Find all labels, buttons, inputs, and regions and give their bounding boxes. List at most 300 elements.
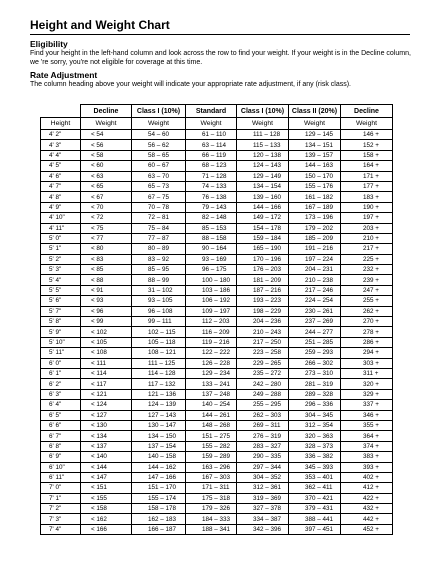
subheader-cell: Height — [41, 118, 81, 130]
subheader-cell: Weight — [81, 118, 132, 130]
class-ii-cell: 217 – 246 — [289, 285, 341, 295]
class-ii-cell: 328 – 373 — [289, 441, 341, 451]
decline-low-cell: < 121 — [81, 389, 132, 399]
standard-cell: 112 – 203 — [186, 317, 237, 327]
class-ii-cell: 397 – 451 — [289, 524, 341, 534]
class-i-high-cell: 210 – 243 — [237, 327, 289, 337]
table-row — [41, 358, 393, 368]
height-cell: 4' 5" — [41, 161, 81, 171]
eligibility-heading: Eligibility — [30, 39, 68, 49]
class-i-low-cell: 80 – 89 — [132, 244, 186, 254]
column-header: Class I (10%) — [237, 105, 289, 118]
standard-cell: 151 – 275 — [186, 431, 237, 441]
page-title: Height and Weight Chart — [30, 18, 170, 32]
class-i-low-cell: 65 – 73 — [132, 181, 186, 191]
decline-high-cell: 171 + — [341, 171, 393, 181]
decline-high-cell: 383 + — [341, 452, 393, 462]
height-cell: 4' 3" — [41, 140, 81, 150]
class-i-high-cell: 229 – 265 — [237, 358, 289, 368]
class-ii-cell: 150 – 170 — [289, 171, 341, 181]
table-row — [41, 410, 393, 420]
decline-high-cell: 210 + — [341, 233, 393, 243]
decline-low-cell: < 151 — [81, 483, 132, 493]
class-ii-cell: 273 – 310 — [289, 368, 341, 378]
table-row — [41, 452, 393, 462]
class-ii-cell: 296 – 336 — [289, 400, 341, 410]
decline-low-cell: < 144 — [81, 462, 132, 472]
class-i-low-cell: 166 – 187 — [132, 524, 186, 534]
subheader-cell: Weight — [132, 118, 186, 130]
height-cell: 5' 0" — [41, 233, 81, 243]
class-i-low-cell: 93 – 105 — [132, 296, 186, 306]
class-i-low-cell: 137 – 154 — [132, 441, 186, 451]
decline-low-cell: < 67 — [81, 192, 132, 202]
table-row — [41, 431, 393, 441]
decline-high-cell: 164 + — [341, 161, 393, 171]
standard-cell: 119 – 216 — [186, 337, 237, 347]
table-row — [41, 150, 393, 160]
decline-low-cell: < 102 — [81, 327, 132, 337]
decline-low-cell: < 75 — [81, 223, 132, 233]
class-ii-cell: 224 – 254 — [289, 296, 341, 306]
height-cell: 4' 6" — [41, 171, 81, 181]
table-row — [41, 275, 393, 285]
class-i-high-cell: 255 – 295 — [237, 400, 289, 410]
standard-cell: 74 – 133 — [186, 181, 237, 191]
standard-cell: 133 – 241 — [186, 379, 237, 389]
table-row — [41, 368, 393, 378]
decline-low-cell: < 63 — [81, 171, 132, 181]
decline-low-cell: < 111 — [81, 358, 132, 368]
decline-high-cell: 247 + — [341, 285, 393, 295]
standard-cell: 137 – 248 — [186, 389, 237, 399]
table-row — [41, 389, 393, 399]
class-ii-cell: 129 – 145 — [289, 130, 341, 140]
class-i-high-cell: 149 – 172 — [237, 213, 289, 223]
height-weight-table — [40, 104, 393, 535]
class-ii-cell: 345 – 393 — [289, 462, 341, 472]
column-header: Decline — [81, 105, 132, 118]
class-i-low-cell: 162 – 183 — [132, 514, 186, 524]
subheader-cell: Weight — [186, 118, 237, 130]
decline-high-cell: 402 + — [341, 472, 393, 482]
decline-high-cell: 412 + — [341, 483, 393, 493]
height-cell: 5' 4" — [41, 275, 81, 285]
class-i-low-cell: 130 – 147 — [132, 420, 186, 430]
table-row — [41, 514, 393, 524]
class-i-high-cell: 276 – 319 — [237, 431, 289, 441]
height-cell: 5' 6" — [41, 296, 81, 306]
height-cell: 4' 9" — [41, 202, 81, 212]
table-row — [41, 441, 393, 451]
decline-high-cell: 270 + — [341, 317, 393, 327]
height-cell: 7' 0" — [41, 483, 81, 493]
class-i-high-cell: 283 – 327 — [237, 441, 289, 451]
standard-cell: 106 – 192 — [186, 296, 237, 306]
title-divider — [30, 34, 410, 35]
table-row — [41, 306, 393, 316]
class-i-low-cell: 56 – 62 — [132, 140, 186, 150]
class-i-low-cell: 85 – 95 — [132, 265, 186, 275]
decline-high-cell: 452 + — [341, 524, 393, 534]
decline-low-cell: < 91 — [81, 285, 132, 295]
height-cell: 4' 2" — [41, 130, 81, 140]
height-cell: 6' 5" — [41, 410, 81, 420]
standard-cell: 96 – 175 — [186, 265, 237, 275]
standard-cell: 88 – 158 — [186, 233, 237, 243]
height-cell: 5' 1" — [41, 244, 81, 254]
decline-high-cell: 337 + — [341, 400, 393, 410]
height-cell: 6' 1" — [41, 368, 81, 378]
decline-low-cell: < 77 — [81, 233, 132, 243]
height-cell: 6' 9" — [41, 452, 81, 462]
standard-cell: 109 – 197 — [186, 306, 237, 316]
standard-cell: 103 – 186 — [186, 285, 237, 295]
decline-high-cell: 232 + — [341, 265, 393, 275]
decline-low-cell: < 155 — [81, 493, 132, 503]
decline-high-cell: 197 + — [341, 213, 393, 223]
standard-cell: 93 – 169 — [186, 254, 237, 264]
column-header: Standard — [186, 105, 237, 118]
decline-high-cell: 239 + — [341, 275, 393, 285]
table-row — [41, 337, 393, 347]
standard-cell: 122 – 222 — [186, 348, 237, 358]
class-i-high-cell: 269 – 311 — [237, 420, 289, 430]
subheader-cell: Weight — [237, 118, 289, 130]
table-row — [41, 192, 393, 202]
class-ii-cell: 191 – 216 — [289, 244, 341, 254]
table-row — [41, 296, 393, 306]
height-cell: 5' 9" — [41, 327, 81, 337]
decline-low-cell: < 85 — [81, 265, 132, 275]
class-ii-cell: 312 – 354 — [289, 420, 341, 430]
height-cell: 7' 4" — [41, 524, 81, 534]
class-i-high-cell: 154 – 178 — [237, 223, 289, 233]
class-ii-cell: 370 – 421 — [289, 493, 341, 503]
table-row — [41, 317, 393, 327]
decline-high-cell: 146 + — [341, 130, 393, 140]
decline-low-cell: < 83 — [81, 254, 132, 264]
decline-high-cell: 255 + — [341, 296, 393, 306]
subheader-cell: Weight — [341, 118, 393, 130]
class-i-low-cell: 75 – 84 — [132, 223, 186, 233]
standard-cell: 100 – 180 — [186, 275, 237, 285]
standard-cell: 126 – 228 — [186, 358, 237, 368]
class-i-high-cell: 342 – 396 — [237, 524, 289, 534]
standard-cell: 171 – 311 — [186, 483, 237, 493]
standard-cell: 179 – 326 — [186, 504, 237, 514]
table-row — [41, 493, 393, 503]
class-i-high-cell: 223 – 258 — [237, 348, 289, 358]
standard-cell: 144 – 261 — [186, 410, 237, 420]
class-i-high-cell: 235 – 272 — [237, 368, 289, 378]
standard-cell: 66 – 119 — [186, 150, 237, 160]
decline-high-cell: 422 + — [341, 493, 393, 503]
eligibility-text: Find your height in the left-hand column and look across the row to find your weight. If your weight is in the Decline column, we 're sorry, you're not eligible for coverage at this time. — [30, 50, 411, 66]
class-i-high-cell: 111 – 128 — [237, 130, 289, 140]
standard-cell: 167 – 303 — [186, 472, 237, 482]
class-ii-cell: 230 – 261 — [289, 306, 341, 316]
decline-high-cell: 203 + — [341, 223, 393, 233]
standard-cell: 175 – 318 — [186, 493, 237, 503]
class-i-high-cell: 304 – 352 — [237, 472, 289, 482]
class-i-high-cell: 115 – 133 — [237, 140, 289, 150]
decline-low-cell: < 60 — [81, 161, 132, 171]
class-ii-cell: 204 – 231 — [289, 265, 341, 275]
class-i-low-cell: 134 – 150 — [132, 431, 186, 441]
decline-low-cell: < 93 — [81, 296, 132, 306]
standard-cell: 129 – 234 — [186, 368, 237, 378]
height-cell: 7' 1" — [41, 493, 81, 503]
class-i-high-cell: 176 – 203 — [237, 265, 289, 275]
height-cell: 6' 8" — [41, 441, 81, 451]
table-row — [41, 161, 393, 171]
class-i-low-cell: 83 – 92 — [132, 254, 186, 264]
table-row — [41, 244, 393, 254]
rate-adjustment-text: The column heading above your weight will indicate your appropriate rate adjustment, if any (risk class). — [30, 81, 351, 88]
class-ii-cell: 362 – 411 — [289, 483, 341, 493]
table-row — [41, 140, 393, 150]
class-i-low-cell: 114 – 128 — [132, 368, 186, 378]
decline-high-cell: 278 + — [341, 327, 393, 337]
class-i-high-cell: 249 – 288 — [237, 389, 289, 399]
decline-low-cell: < 70 — [81, 202, 132, 212]
table-row — [41, 213, 393, 223]
height-cell: 7' 3" — [41, 514, 81, 524]
class-ii-cell: 251 – 285 — [289, 337, 341, 347]
height-cell: 6' 4" — [41, 400, 81, 410]
height-cell: 5' 3" — [41, 265, 81, 275]
decline-high-cell: 364 + — [341, 431, 393, 441]
table-row — [41, 171, 393, 181]
decline-high-cell: 286 + — [341, 337, 393, 347]
table-row — [41, 400, 393, 410]
class-ii-cell: 134 – 151 — [289, 140, 341, 150]
table-row — [41, 202, 393, 212]
decline-low-cell: < 88 — [81, 275, 132, 285]
decline-high-cell: 262 + — [341, 306, 393, 316]
decline-high-cell: 329 + — [341, 389, 393, 399]
height-cell: 5' 11" — [41, 348, 81, 358]
class-i-low-cell: 99 – 111 — [132, 317, 186, 327]
class-i-low-cell: 70 – 78 — [132, 202, 186, 212]
class-i-low-cell: 147 – 166 — [132, 472, 186, 482]
class-ii-cell: 167 – 189 — [289, 202, 341, 212]
decline-low-cell: < 65 — [81, 181, 132, 191]
decline-high-cell: 152 + — [341, 140, 393, 150]
height-cell: 4' 10" — [41, 213, 81, 223]
table-row — [41, 379, 393, 389]
class-i-high-cell: 134 – 154 — [237, 181, 289, 191]
decline-low-cell: < 105 — [81, 337, 132, 347]
class-i-low-cell: 102 – 115 — [132, 327, 186, 337]
decline-low-cell: < 80 — [81, 244, 132, 254]
standard-cell: 116 – 209 — [186, 327, 237, 337]
decline-low-cell: < 162 — [81, 514, 132, 524]
class-i-high-cell: 217 – 250 — [237, 337, 289, 347]
height-cell: 6' 2" — [41, 379, 81, 389]
decline-low-cell: < 54 — [81, 130, 132, 140]
class-ii-cell: 173 – 196 — [289, 213, 341, 223]
height-cell: 6' 11" — [41, 472, 81, 482]
standard-cell: 184 – 333 — [186, 514, 237, 524]
class-i-high-cell: 187 – 216 — [237, 285, 289, 295]
class-i-high-cell: 181 – 209 — [237, 275, 289, 285]
class-ii-cell: 139 – 157 — [289, 150, 341, 160]
table-row — [41, 472, 393, 482]
height-cell: 5' 8" — [41, 317, 81, 327]
decline-high-cell: 442 + — [341, 514, 393, 524]
table-row — [41, 327, 393, 337]
standard-cell: 68 – 123 — [186, 161, 237, 171]
class-i-low-cell: 72 – 81 — [132, 213, 186, 223]
column-header: Class I (10%) — [132, 105, 186, 118]
class-i-low-cell: 117 – 132 — [132, 379, 186, 389]
decline-high-cell: 393 + — [341, 462, 393, 472]
decline-low-cell: < 137 — [81, 441, 132, 451]
table-row — [41, 254, 393, 264]
class-ii-cell: 197 – 224 — [289, 254, 341, 264]
decline-low-cell: < 58 — [81, 150, 132, 160]
class-i-low-cell: 155 – 174 — [132, 493, 186, 503]
standard-cell: 148 – 268 — [186, 420, 237, 430]
decline-low-cell: < 140 — [81, 452, 132, 462]
decline-high-cell: 303 + — [341, 358, 393, 368]
height-cell: 6' 0" — [41, 358, 81, 368]
class-i-high-cell: 193 – 223 — [237, 296, 289, 306]
decline-high-cell: 177 + — [341, 181, 393, 191]
class-ii-cell: 144 – 163 — [289, 161, 341, 171]
class-i-low-cell: 63 – 70 — [132, 171, 186, 181]
table-row — [41, 504, 393, 514]
class-i-high-cell: 262 – 303 — [237, 410, 289, 420]
class-ii-cell: 289 – 328 — [289, 389, 341, 399]
class-i-low-cell: 105 – 118 — [132, 337, 186, 347]
decline-high-cell: 183 + — [341, 192, 393, 202]
decline-low-cell: < 158 — [81, 504, 132, 514]
class-i-high-cell: 204 – 236 — [237, 317, 289, 327]
class-i-high-cell: 297 – 344 — [237, 462, 289, 472]
table-row — [41, 420, 393, 430]
standard-cell: 188 – 341 — [186, 524, 237, 534]
decline-high-cell: 374 + — [341, 441, 393, 451]
class-i-low-cell: 60 – 67 — [132, 161, 186, 171]
class-i-high-cell: 290 – 335 — [237, 452, 289, 462]
class-ii-cell: 388 – 441 — [289, 514, 341, 524]
decline-low-cell: < 96 — [81, 306, 132, 316]
table-row — [41, 348, 393, 358]
height-cell: 5' 10" — [41, 337, 81, 347]
class-ii-cell: 210 – 238 — [289, 275, 341, 285]
class-i-low-cell: 124 – 139 — [132, 400, 186, 410]
header-blank-cell — [41, 105, 81, 118]
class-i-low-cell: 88 – 99 — [132, 275, 186, 285]
class-i-high-cell: 242 – 280 — [237, 379, 289, 389]
standard-cell: 76 – 138 — [186, 192, 237, 202]
class-ii-cell: 179 – 202 — [289, 223, 341, 233]
decline-low-cell: < 134 — [81, 431, 132, 441]
height-cell: 6' 7" — [41, 431, 81, 441]
table-row — [41, 524, 393, 534]
table-body — [41, 130, 393, 535]
class-ii-cell: 320 – 363 — [289, 431, 341, 441]
class-i-high-cell: 129 – 149 — [237, 171, 289, 181]
class-ii-cell: 155 – 176 — [289, 181, 341, 191]
class-i-low-cell: 108 – 121 — [132, 348, 186, 358]
standard-cell: 82 – 148 — [186, 213, 237, 223]
class-i-low-cell: 96 – 108 — [132, 306, 186, 316]
table-row — [41, 483, 393, 493]
standard-cell: 140 – 254 — [186, 400, 237, 410]
rate-adjustment-heading: Rate Adjustment — [30, 70, 98, 80]
decline-low-cell: < 99 — [81, 317, 132, 327]
height-cell: 4' 7" — [41, 181, 81, 191]
decline-high-cell: 346 + — [341, 410, 393, 420]
standard-cell: 61 – 110 — [186, 130, 237, 140]
subheader-cell: Weight — [289, 118, 341, 130]
column-header: Class II (20%) — [289, 105, 341, 118]
table-row — [41, 181, 393, 191]
decline-high-cell: 311 + — [341, 368, 393, 378]
height-cell: 5' 7" — [41, 306, 81, 316]
class-i-low-cell: 58 – 65 — [132, 150, 186, 160]
decline-high-cell: 158 + — [341, 150, 393, 160]
standard-cell: 155 – 282 — [186, 441, 237, 451]
table-row — [41, 285, 393, 295]
class-ii-cell: 304 – 345 — [289, 410, 341, 420]
class-ii-cell: 281 – 319 — [289, 379, 341, 389]
decline-low-cell: < 130 — [81, 420, 132, 430]
class-i-low-cell: 121 – 136 — [132, 389, 186, 399]
class-i-high-cell: 327 – 378 — [237, 504, 289, 514]
height-cell: 4' 11" — [41, 223, 81, 233]
class-i-low-cell: 140 – 158 — [132, 452, 186, 462]
class-ii-cell: 266 – 302 — [289, 358, 341, 368]
class-i-high-cell: 198 – 229 — [237, 306, 289, 316]
standard-cell: 63 – 114 — [186, 140, 237, 150]
class-i-high-cell: 312 – 361 — [237, 483, 289, 493]
decline-high-cell: 432 + — [341, 504, 393, 514]
height-cell: 7' 2" — [41, 504, 81, 514]
table-row — [41, 233, 393, 243]
class-i-high-cell: 144 – 166 — [237, 202, 289, 212]
class-ii-cell: 379 – 431 — [289, 504, 341, 514]
decline-low-cell: < 117 — [81, 379, 132, 389]
class-ii-cell: 336 – 382 — [289, 452, 341, 462]
class-i-low-cell: 144 – 162 — [132, 462, 186, 472]
class-i-low-cell: 77 – 87 — [132, 233, 186, 243]
height-cell: 5' 5" — [41, 285, 81, 295]
decline-high-cell: 294 + — [341, 348, 393, 358]
class-i-low-cell: 67 – 75 — [132, 192, 186, 202]
height-cell: 4' 8" — [41, 192, 81, 202]
class-ii-cell: 259 – 293 — [289, 348, 341, 358]
standard-cell: 159 – 289 — [186, 452, 237, 462]
class-ii-cell: 185 – 209 — [289, 233, 341, 243]
height-cell: 5' 2" — [41, 254, 81, 264]
decline-low-cell: < 72 — [81, 213, 132, 223]
class-i-low-cell: 54 – 60 — [132, 130, 186, 140]
decline-low-cell: < 127 — [81, 410, 132, 420]
class-i-high-cell: 120 – 138 — [237, 150, 289, 160]
decline-high-cell: 217 + — [341, 244, 393, 254]
class-i-high-cell: 170 – 196 — [237, 254, 289, 264]
class-ii-cell: 244 – 277 — [289, 327, 341, 337]
table-row — [41, 223, 393, 233]
height-cell: 4' 4" — [41, 150, 81, 160]
class-i-low-cell: 158 – 178 — [132, 504, 186, 514]
table-column-header-row — [41, 105, 393, 118]
